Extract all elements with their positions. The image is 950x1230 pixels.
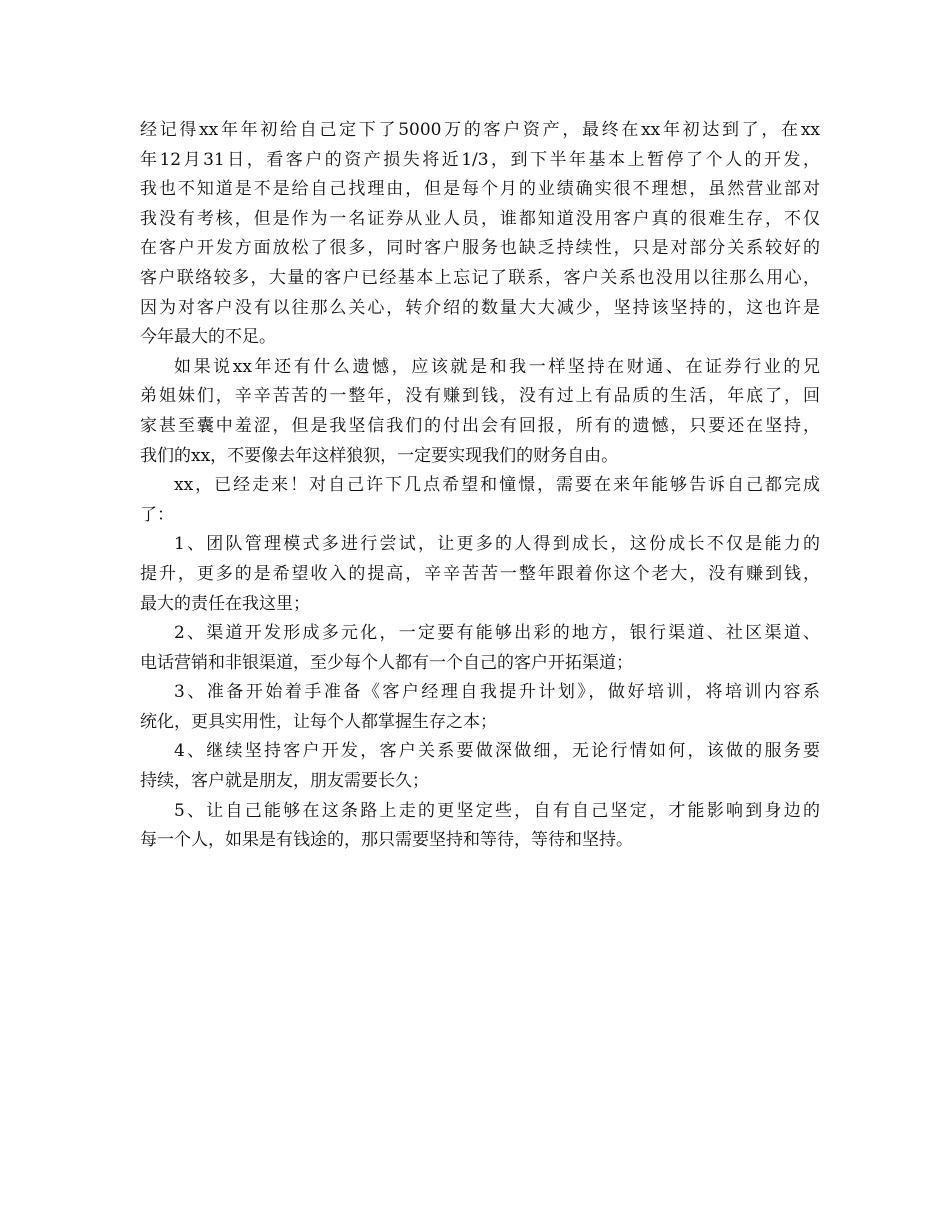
text-line: 最大的责任在我这里； bbox=[140, 593, 310, 614]
text-line: 今年最大的不足。 bbox=[140, 327, 276, 348]
text-line: 1、团队管理模式多进行尝试，让更多的人得到成长，这份成长不仅是能力的 bbox=[174, 534, 820, 555]
paragraph bbox=[140, 116, 820, 353]
text-line: 提升，更多的是希望收入的提高，辛辛苦苦一整年跟着你这个老大，没有赚到钱， bbox=[140, 563, 820, 584]
text-line: xx，已经走来！对自己许下几点希望和憧憬，需要在来年能够告诉自己都完成 bbox=[174, 475, 820, 496]
paragraph bbox=[140, 737, 820, 796]
text-line: 每一个人，如果是有钱途的，那只需要坚持和等待，等待和坚持。 bbox=[140, 830, 633, 851]
text-line: 弟姐妹们，辛辛苦苦的一整年，没有赚到钱，没有过上有品质的生活，年底了，回 bbox=[140, 386, 820, 407]
text-line: 我没有考核，但是作为一名证券从业人员，谁都知道没用客户真的很难生存，不仅 bbox=[140, 208, 820, 229]
paragraph bbox=[140, 353, 820, 471]
paragraph bbox=[140, 530, 820, 619]
text-line: 电话营销和非银渠道，至少每个人都有一个自己的客户开拓渠道； bbox=[140, 652, 633, 673]
text-line: 我也不知道是不是给自己找理由，但是每个月的业绩确实很不理想，虽然营业部对 bbox=[140, 179, 820, 200]
text-line: 5、让自己能够在这条路上走的更坚定些，自有自己坚定，才能影响到身边的 bbox=[174, 800, 820, 821]
text-line: 家甚至囊中羞涩，但是我坚信我们的付出会有回报，所有的遗憾，只要还在坚持， bbox=[140, 415, 820, 436]
paragraph bbox=[140, 619, 820, 678]
text-line: 经记得xx年年初给自己定下了5000万的客户资产，最终在xx年初达到了，在xx bbox=[140, 120, 820, 140]
text-line: 持续，客户就是朋友，朋友需要长久； bbox=[140, 771, 429, 792]
text-line: 客户联络较多，大量的客户已经基本上忘记了联系，客户关系也没用以往那么用心， bbox=[140, 267, 820, 288]
paragraph bbox=[140, 471, 820, 530]
paragraph bbox=[140, 678, 820, 737]
text-line: 我们的xx，不要像去年这样狼狈，一定要实现我们的财务自由。 bbox=[140, 445, 619, 466]
text-line: 统化，更具实用性，让每个人都掌握生存之本； bbox=[140, 711, 497, 732]
paragraph bbox=[140, 797, 820, 856]
text-line: 了： bbox=[140, 504, 174, 525]
text-line: 因为对客户没有以往那么关心，转介绍的数量大大减少，坚持该坚持的，这也许是 bbox=[140, 297, 820, 318]
text-line: 在客户开发方面放松了很多，同时客户服务也缺乏持续性，只是对部分关系较好的 bbox=[140, 238, 820, 259]
text-line: 如果说xx年还有什么遗憾，应该就是和我一样坚持在财通、在证券行业的兄 bbox=[174, 356, 820, 377]
text-line: 年12月31日，看客户的资产损失将近1/3，到下半年基本上暂停了个人的开发， bbox=[140, 149, 820, 170]
text-line: 3、准备开始着手准备《客户经理自我提升计划》，做好培训，将培训内容系 bbox=[174, 682, 820, 703]
document-body bbox=[140, 116, 820, 856]
text-line: 4、继续坚持客户开发，客户关系要做深做细，无论行情如何，该做的服务要 bbox=[174, 741, 820, 762]
text-line: 2、渠道开发形成多元化，一定要有能够出彩的地方，银行渠道、社区渠道、 bbox=[174, 623, 820, 644]
